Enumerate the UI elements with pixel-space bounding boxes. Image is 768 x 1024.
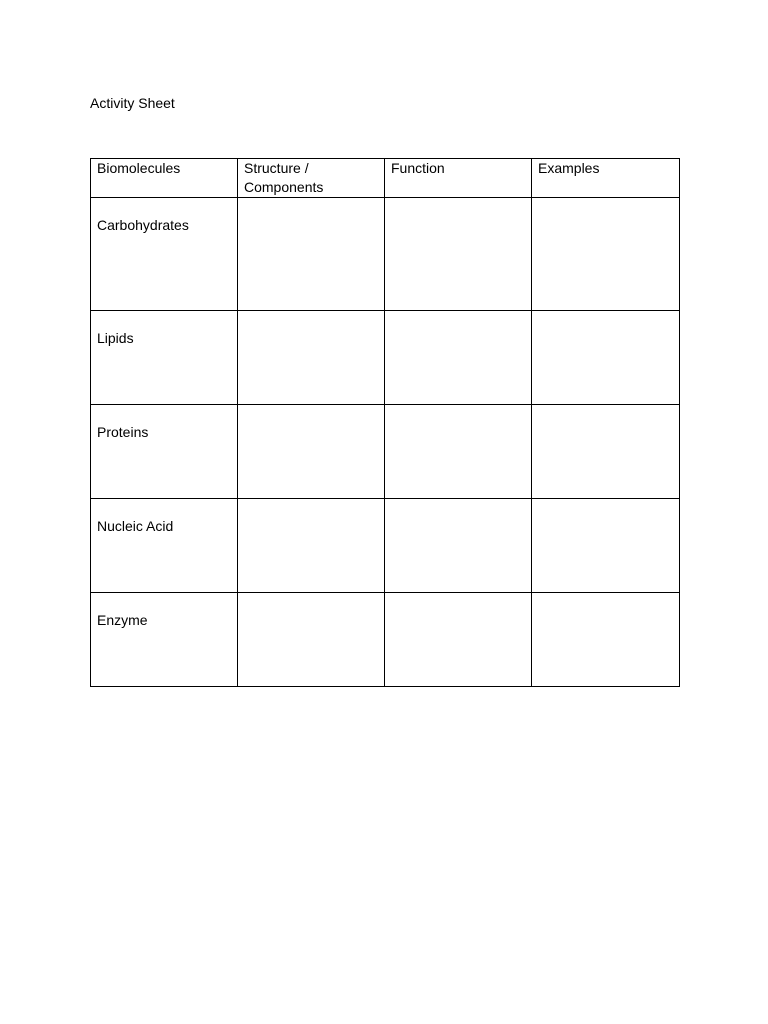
cell-biomolecule: Proteins <box>91 405 238 499</box>
header-structure-components: Structure / Components <box>238 159 385 198</box>
cell-biomolecule: Carbohydrates <box>91 198 238 311</box>
cell-structure[interactable] <box>238 405 385 499</box>
header-biomolecules: Biomolecules <box>91 159 238 198</box>
cell-biomolecule: Nucleic Acid <box>91 499 238 593</box>
cell-examples[interactable] <box>532 311 680 405</box>
table-row <box>91 198 680 311</box>
cell-function[interactable] <box>385 198 532 311</box>
cell-examples[interactable] <box>532 499 680 593</box>
cell-structure[interactable] <box>238 311 385 405</box>
table-row <box>91 593 680 687</box>
header-function: Function <box>385 159 532 198</box>
cell-structure[interactable] <box>238 593 385 687</box>
cell-examples[interactable] <box>532 198 680 311</box>
header-examples: Examples <box>532 159 680 198</box>
table-row <box>91 499 680 593</box>
cell-examples[interactable] <box>532 593 680 687</box>
cell-structure[interactable] <box>238 198 385 311</box>
cell-biomolecule: Enzyme <box>91 593 238 687</box>
cell-structure[interactable] <box>238 499 385 593</box>
cell-function[interactable] <box>385 593 532 687</box>
table-header-row <box>91 159 680 198</box>
cell-function[interactable] <box>385 405 532 499</box>
cell-biomolecule: Lipids <box>91 311 238 405</box>
biomolecules-table <box>90 158 680 687</box>
cell-function[interactable] <box>385 499 532 593</box>
document-title: Activity Sheet <box>90 95 175 111</box>
table-row <box>91 405 680 499</box>
table-row <box>91 311 680 405</box>
cell-examples[interactable] <box>532 405 680 499</box>
cell-function[interactable] <box>385 311 532 405</box>
